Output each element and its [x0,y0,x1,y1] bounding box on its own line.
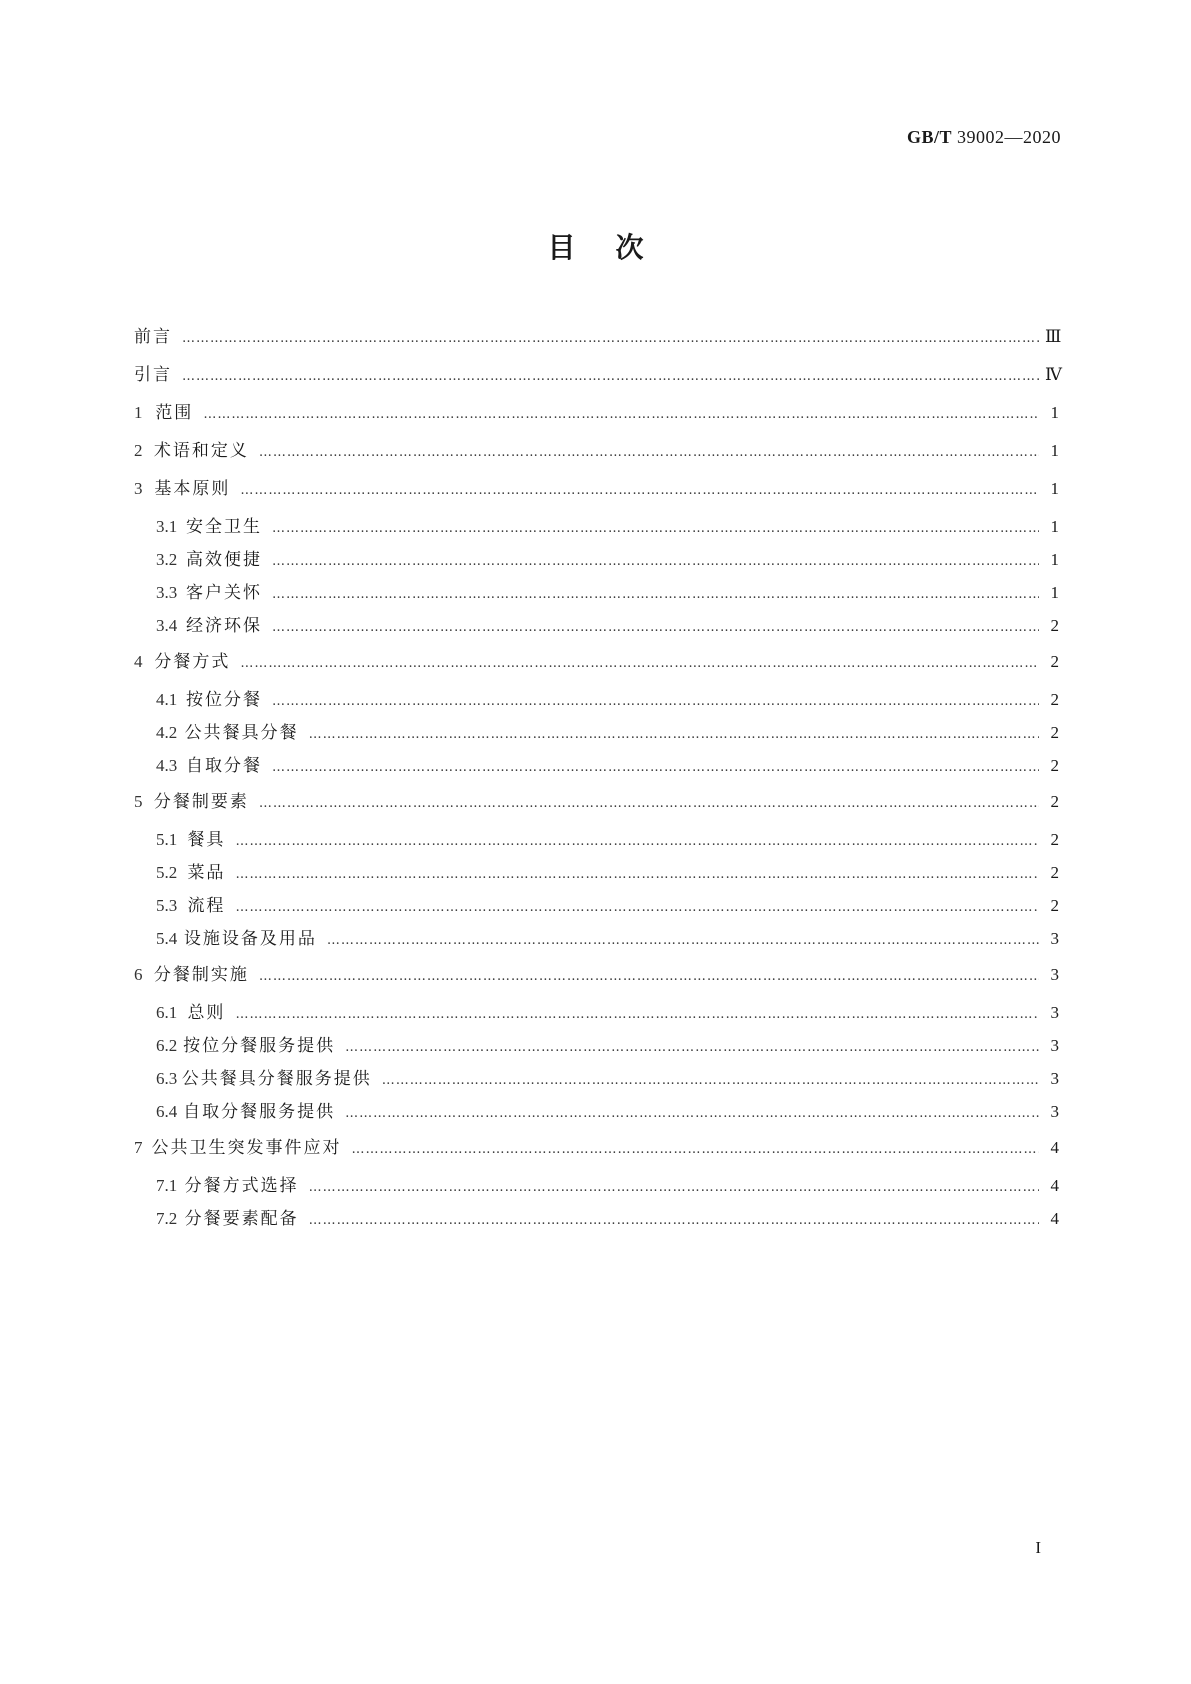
toc-entry-title: 自取分餐服务提供 [183,1102,336,1122]
toc-entry-page: 3 [1050,1003,1059,1022]
toc-dot-leader [345,1103,1039,1125]
toc-entry-page: 4 [1050,1176,1059,1195]
toc-entry-title: 餐具 [187,830,226,850]
toc-entry[interactable] [134,651,1059,675]
toc-entry[interactable] [134,1208,1059,1232]
toc-entry-page: 3 [1050,929,1059,948]
toc-dot-leader [240,653,1039,675]
toc-entry-title: 经济环保 [186,616,262,636]
toc-entry-title: 高效便捷 [186,550,262,570]
toc-entry-page: 1 [1050,441,1059,460]
toc-dot-leader [259,966,1039,988]
toc-entry[interactable] [134,791,1059,815]
toc-entry-number: 5.3 [156,896,178,915]
toc-entry-title: 引言 [134,365,172,385]
toc-entry-page: 2 [1050,863,1059,882]
toc-entry[interactable] [134,1175,1059,1199]
toc-entry-page: 1 [1050,550,1059,569]
toc-dot-leader [309,724,1039,746]
standard-code: 39002—2020 [957,127,1061,147]
toc-dot-leader [382,1070,1039,1092]
toc-entry-title: 按位分餐服务提供 [183,1036,336,1056]
toc-dot-leader [272,584,1039,606]
toc-entry-number: 2 [134,441,143,460]
toc-dot-leader [272,518,1039,540]
toc-dot-leader [272,617,1039,639]
toc-entry-title: 客户关怀 [186,583,262,603]
toc-dot-leader [235,1004,1039,1026]
toc-entry[interactable] [134,1002,1059,1026]
toc-entry[interactable] [134,755,1059,779]
toc-entry-number: 3.2 [156,550,178,569]
toc-entry[interactable] [134,478,1059,502]
toc-entry-title: 前言 [134,327,172,347]
toc-entry[interactable] [134,689,1059,713]
toc-entry-page: 2 [1050,756,1059,775]
toc-entry-number: 4 [134,652,143,671]
toc-entry-number: 3.3 [156,583,178,602]
toc-dot-leader [327,930,1039,952]
toc-entry[interactable] [134,516,1059,540]
toc-entry-number: 7.1 [156,1176,178,1195]
toc-entry-number: 5 [134,792,143,811]
toc-entry-page: 2 [1050,792,1059,811]
toc-entry-page: 4 [1050,1209,1059,1228]
toc-entry-page: Ⅳ [1045,365,1062,384]
toc-entry-page: 1 [1050,517,1059,536]
toc-entry-title: 公共卫生突发事件应对 [151,1138,342,1158]
toc-entry-number: 6.3 [156,1069,178,1088]
toc-entry-page: 2 [1050,723,1059,742]
toc-entry-number: 3 [134,479,143,498]
toc-entry-title: 菜品 [187,863,226,883]
page-number: I [1035,1538,1041,1557]
table-of-contents [134,326,1062,1241]
toc-entry-title: 总则 [187,1003,226,1023]
toc-entry-page: 1 [1050,479,1059,498]
toc-entry[interactable] [134,895,1059,919]
toc-entry-page: 4 [1050,1138,1059,1157]
toc-entry-title: 公共餐具分餐服务提供 [181,1069,372,1089]
toc-entry-title: 分餐方式选择 [184,1176,299,1196]
toc-entry-title: 流程 [187,896,226,916]
toc-entry-title: 自取分餐 [186,756,262,776]
toc-entry-number: 6.1 [156,1003,178,1022]
toc-entry-number: 6.2 [156,1036,178,1055]
toc-entry[interactable] [134,928,1059,952]
toc-entry-page: 2 [1050,616,1059,635]
toc-dot-leader [240,480,1039,502]
toc-entry-number: 1 [134,403,143,422]
toc-entry[interactable] [134,402,1059,426]
toc-entry[interactable] [134,364,1062,388]
standard-number [907,127,1061,148]
toc-dot-leader [182,328,1039,350]
page-title: 目次 [547,231,684,264]
toc-entry[interactable] [134,829,1059,853]
toc-entry-number: 5.1 [156,830,178,849]
toc-entry-title: 基本原则 [154,479,231,499]
toc-entry-title: 设施设备及用品 [183,929,317,949]
toc-entry-page: 3 [1050,1102,1059,1121]
toc-entry-page: 2 [1050,652,1059,671]
toc-dot-leader [272,757,1039,779]
toc-entry-page: 1 [1050,583,1059,602]
toc-entry-title: 范围 [155,403,194,423]
toc-entry-number: 7 [134,1138,143,1157]
toc-entry[interactable] [134,440,1059,464]
toc-dot-leader [203,404,1039,426]
toc-entry[interactable] [134,582,1059,606]
toc-dot-leader [352,1139,1039,1161]
toc-dot-leader [259,442,1039,464]
toc-entry-number: 5.2 [156,863,178,882]
toc-entry-title: 公共餐具分餐 [184,723,299,743]
toc-entry-page: 2 [1050,690,1059,709]
toc-entry-title: 术语和定义 [153,441,249,461]
toc-dot-leader [309,1177,1039,1199]
toc-dot-leader [345,1037,1039,1059]
toc-entry[interactable] [134,722,1059,746]
toc-entry-number: 3.4 [156,616,178,635]
toc-entry-title: 分餐制实施 [153,965,249,985]
toc-entry[interactable] [134,862,1059,886]
standard-prefix: GB/T [906,127,952,147]
toc-dot-leader [182,366,1039,388]
toc-entry-number: 6.4 [156,1102,178,1121]
toc-entry-number: 7.2 [156,1209,178,1228]
toc-dot-leader [259,793,1039,815]
toc-dot-leader [235,864,1039,886]
toc-entry-number: 5.4 [156,929,178,948]
toc-entry[interactable] [134,1137,1059,1161]
toc-entry-number: 4.2 [156,723,178,742]
toc-entry[interactable] [134,1035,1059,1059]
toc-entry-page: Ⅲ [1045,327,1062,346]
toc-dot-leader [235,831,1039,853]
toc-entry-page: 1 [1050,403,1059,422]
toc-dot-leader [235,897,1039,919]
toc-entry-number: 4.1 [156,690,178,709]
toc-entry[interactable] [134,549,1059,573]
toc-entry-page: 3 [1050,1069,1059,1088]
toc-entry-title: 安全卫生 [186,517,262,537]
toc-entry[interactable] [134,1101,1059,1125]
toc-entry-page: 2 [1050,830,1059,849]
toc-entry-page: 3 [1050,965,1059,984]
toc-entry-title: 分餐制要素 [153,792,249,812]
toc-entry[interactable] [134,615,1059,639]
toc-entry-title: 分餐方式 [154,652,231,672]
toc-entry[interactable] [134,326,1062,350]
toc-dot-leader [272,691,1039,713]
toc-entry-title: 分餐要素配备 [184,1209,299,1229]
toc-entry-title: 按位分餐 [186,690,262,710]
toc-entry-page: 3 [1050,1036,1059,1055]
toc-entry-page: 2 [1050,896,1059,915]
toc-entry[interactable] [134,964,1059,988]
toc-dot-leader [272,551,1039,573]
toc-entry-number: 4.3 [156,756,178,775]
toc-entry-number: 3.1 [156,517,178,536]
toc-entry[interactable] [134,1068,1059,1092]
toc-entry-number: 6 [134,965,143,984]
toc-dot-leader [309,1210,1039,1232]
